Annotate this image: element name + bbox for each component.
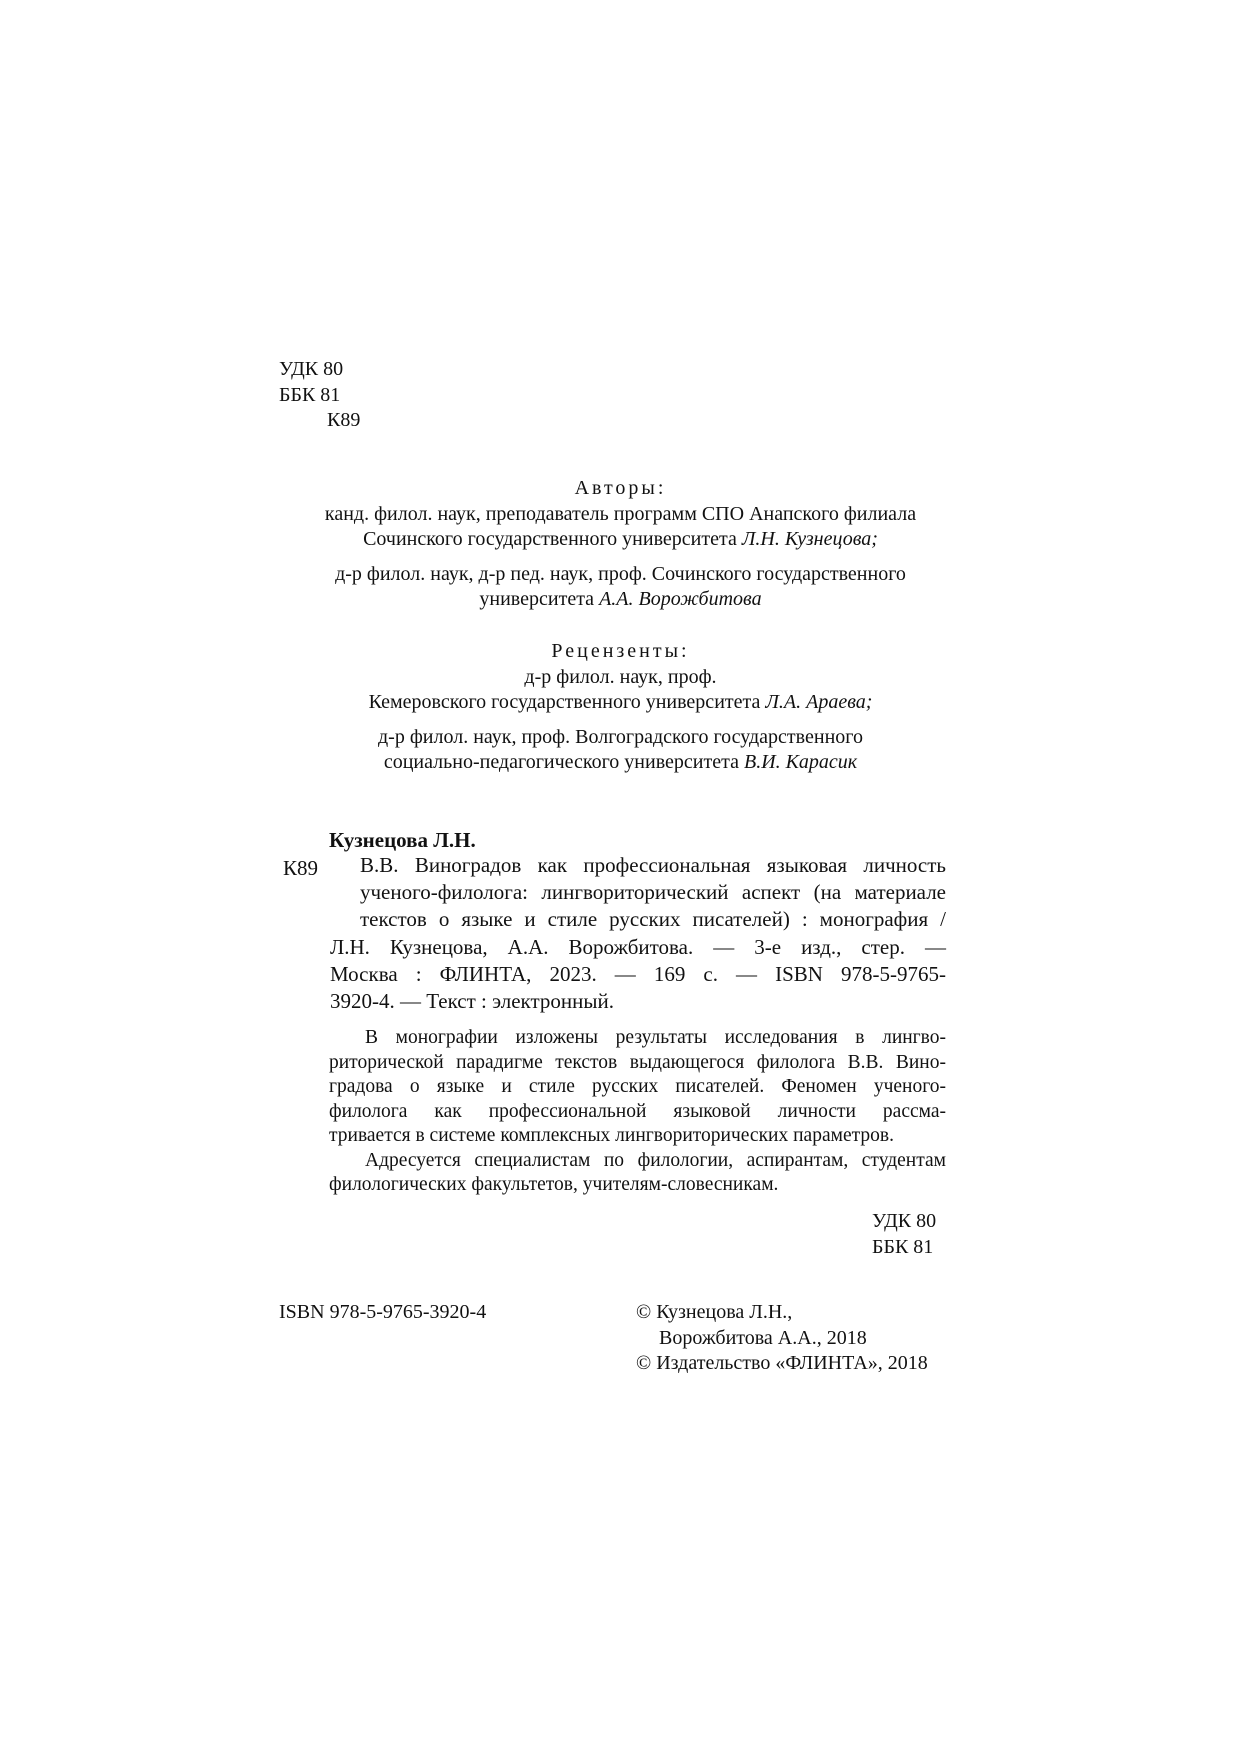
- reviewer-1-affiliation: Кемеровского государственного университета: [368, 691, 766, 714]
- bib-mark: К89: [283, 856, 319, 880]
- bottom-classification-block: [872, 1209, 936, 1260]
- copyright-block: [636, 1300, 928, 1377]
- reviewers-block: [200, 639, 1041, 776]
- bib-line-4: Л.Н. Кузнецова, А.А. Ворожбитова. — 3-е изд., стер. —: [330, 934, 946, 959]
- author-2-line-2: [200, 587, 1041, 613]
- copyright-line-3: © Издательство «ФЛИНТА», 2018: [636, 1352, 928, 1375]
- bib-line-6: 3920-4. — Текст : электронный.: [330, 989, 614, 1014]
- author-1-line-2: [200, 527, 1041, 553]
- annotation-line-3: градова о языке и стиле русских писателей. Феномен ученого-: [329, 1076, 946, 1098]
- bib-line-1: В.В. Виноградов как профессиональная языковая личность: [360, 853, 946, 877]
- classification-block: [279, 357, 360, 434]
- bottom-bbk-code: ББК 81: [872, 1235, 934, 1258]
- bib-description: [330, 852, 946, 1015]
- bib-line-2: ученого-филолога: лингвориторический аспект (на материале: [360, 880, 946, 905]
- annotation-line-6: Адресуется специалистам по филологии, аспирантам, студентам: [365, 1149, 946, 1171]
- isbn: ISBN 978-5-9765-3920-4: [279, 1301, 487, 1323]
- bib-line-5: Москва : ФЛИНТА, 2023. — 169 с. — ISBN 978-5-9765-: [330, 961, 946, 986]
- reviewer-2-line-1: д-р филол. наук, проф. Волгоградского государственного: [378, 725, 863, 748]
- author-2-affiliation: университета: [479, 588, 600, 611]
- bib-line-3: текстов о языке и стиле русских писателей) : монография /: [360, 907, 946, 932]
- reviewer-1-line-2: [200, 690, 1041, 716]
- reviewers-heading: Рецензенты:: [551, 640, 690, 662]
- annotation-line-4: филолога как профессиональной языковой личности рассма-: [329, 1100, 946, 1122]
- bib-author-heading: Кузнецова Л.Н.: [329, 828, 476, 852]
- author-2-name: А.А. Ворожбитова: [599, 588, 762, 611]
- udk-code: УДК 80: [279, 358, 344, 380]
- author-1-affiliation: Сочинского государственного университета: [363, 528, 742, 551]
- author-1-line-1: канд. филол. наук, преподаватель программ СПО Анапского филиала: [324, 502, 917, 525]
- copyright-line-2: Ворожбитова А.А., 2018: [659, 1326, 867, 1349]
- bottom-udk-code: УДК 80: [872, 1210, 937, 1232]
- annotation-line-5: тривается в системе комплексных лингвориторических параметров.: [329, 1125, 894, 1147]
- authors-block: [200, 476, 1041, 613]
- authors-heading: Авторы:: [574, 477, 667, 499]
- author-1-name: Л.Н. Кузнецова;: [741, 528, 878, 551]
- annotation-line-1: В монографии изложены результаты исследования в лингво-: [365, 1027, 946, 1048]
- reviewer-1-name: Л.А. Араева;: [765, 691, 873, 714]
- reviewer-1-line-1: д-р филол. наук, проф.: [524, 665, 717, 688]
- annotation-line-2: риторической парадигме текстов выдающегося филолога В.В. Вино-: [329, 1051, 946, 1073]
- bbk-code: ББК 81: [279, 383, 341, 406]
- reviewer-2-affiliation: социально-педагогического университета: [383, 751, 744, 774]
- reviewer-2-name: В.И. Карасик: [743, 751, 858, 774]
- annotation-block: [329, 1026, 946, 1198]
- annotation-line-7: филологических факультетов, учителям-словесникам.: [329, 1174, 779, 1196]
- author-mark: К89: [327, 409, 361, 432]
- author-2-line-1: д-р филол. наук, д-р пед. наук, проф. Сочинского государственного: [335, 562, 906, 585]
- copyright-line-1: © Кузнецова Л.Н.,: [636, 1301, 793, 1323]
- reviewer-2-line-2: [200, 750, 1041, 776]
